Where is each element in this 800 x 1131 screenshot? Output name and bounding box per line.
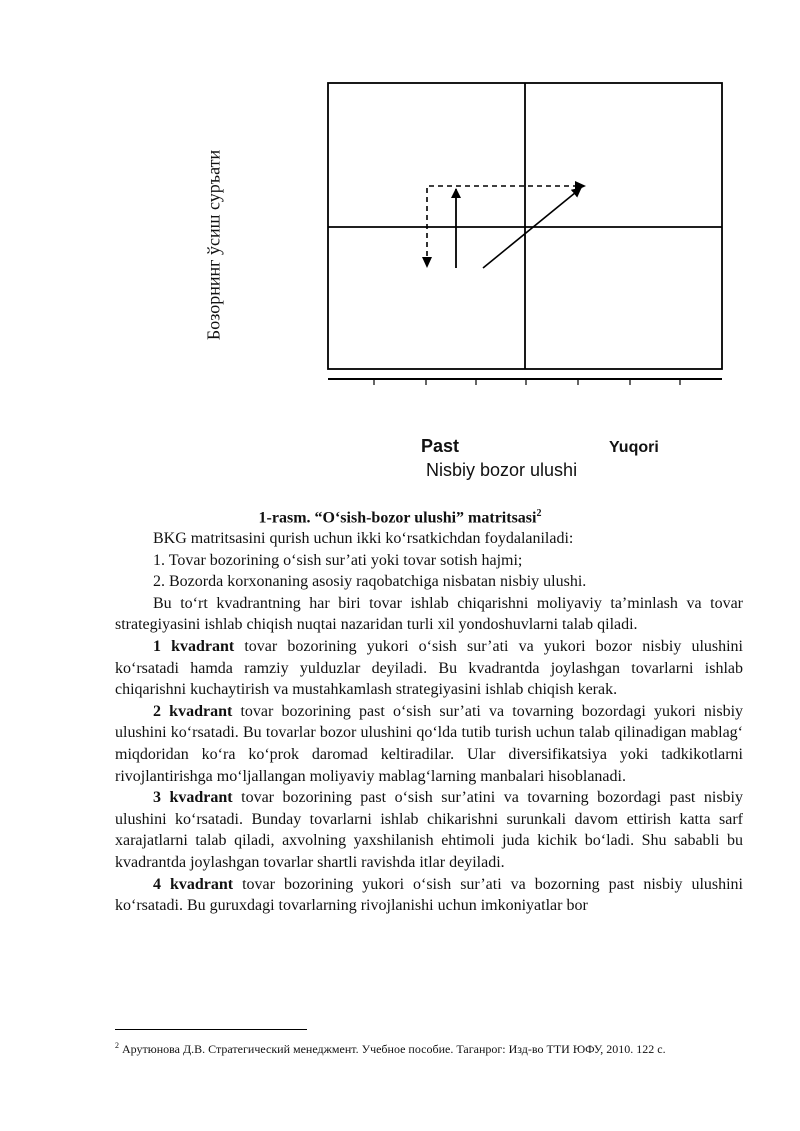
paragraph-quadrant-4 (115, 874, 743, 917)
diagonal-solid-arrow (483, 188, 581, 268)
caption-text: 1-rasm. “O‘sish-bozor ulushi” matritsasi (258, 509, 537, 527)
quadrant-4-text: tovar bozorining yukori o‘sish sur’ati va bozorning past nisbiy ulushini ko‘rsatadi. Bu guruxdagi tovarlarning rivojlanishi uchun imkoniyatlar bor (115, 875, 744, 915)
quadrant-3-text: tovar bozorining past o‘sish sur’atini va tovarning bozordagi past nisbiy ulushini ko‘rsatadi. Bunday tovarlarni ishlab chikarishni surunkali davom ettirish katta sarf xarajatlarni talab qiladi, axvolning yaxshilanish ehtimoli juda kichik bo‘ladi. Shu sababli bu kvadrantda joylashgan tovarlar shartli ravishda itlar deyiladi. (115, 789, 743, 871)
dashed-arrow-down-head (422, 257, 432, 268)
dashed-arrow-path (427, 186, 582, 265)
paragraph-intro: BKG matritsasini qurish uchun ikki ko‘rsatkichdan foydalaniladi: (153, 530, 574, 547)
list-item-2: 2. Bozorda korxonaning asosiy raqobatchiga nisbatan nisbiy ulushi. (153, 573, 587, 591)
x-high-label: Yuqori (609, 439, 659, 456)
footnote (115, 1041, 755, 1057)
footnote-divider (115, 1029, 307, 1030)
footnote-mark: 2 (115, 1041, 119, 1050)
list-item-1: 1. Tovar bozorining o‘sish sur’ati yoki tovar sotish hajmi; (153, 551, 523, 569)
x-low-label: Past (421, 436, 460, 456)
figure-caption (0, 508, 800, 527)
quadrant-3-title: 3 kvadrant (153, 789, 233, 807)
paragraph-quadrant-1 (115, 636, 743, 701)
y-axis-label: Бозорнинг ўсиш суръати (203, 149, 224, 341)
quadrant-2-text: tovar bozorining past o‘sish sur’ati va tovarning bozordagi yukori nisbiy ulushini ko‘rsatadi. Bu tovarlar bozor ulushini qo‘lda tutib turish uchun talab qilinadigan mablag‘ miqdoridan ko‘ra ko‘prok daromad keltiradilar. Ular diversifikatsiya yoki tadkikotlarni rivojlantirishga mo‘ljallangan moliyaviy mablag‘larning manbalari hisoblanadi. (115, 702, 744, 785)
dashed-arrow-right-head (575, 181, 586, 191)
paragraph-quadrant-3 (115, 787, 743, 873)
caption-footnote-mark: 2 (536, 508, 542, 519)
paragraph-quadrants: Bu to‘rt kvadrantning har biri tovar ishlab chiqarishni moliyaviy ta’minlash va tovar strategiyasini ishlab chiqish nuqtai nazaridan turli xil yondoshuvlarni talab qiladi. (115, 594, 743, 634)
quadrant-4-title: 4 kvadrant (153, 875, 234, 893)
quadrant-1-title: 1 kvadrant (153, 637, 235, 655)
paragraph-quadrant-2 (115, 701, 743, 787)
quadrant-1-text: tovar bozorining yukori o‘sish sur’ati va yukori bozor nisbiy ulushini ko‘rsatadi hamda ramziy yulduzlar deyiladi. Bu kvadrantda joylashgan tovarlarni ishlab chiqarishni kuchaytirish va mustahkamlash strategiyasini ishlab chiqish kerak. (115, 637, 744, 699)
bcg-matrix-figure (0, 0, 800, 500)
quadrant-2-title: 2 kvadrant (153, 702, 233, 720)
footnote-text: Арутюнова Д.В. Стратегический менеджмент. Учебное пособие. Таганрог: Изд-во ТТИ ЮФУ, 2010. 122 с. (119, 1042, 666, 1056)
x-axis-label: Nisbiy bozor ulushi (426, 460, 578, 480)
body-text (115, 528, 743, 917)
